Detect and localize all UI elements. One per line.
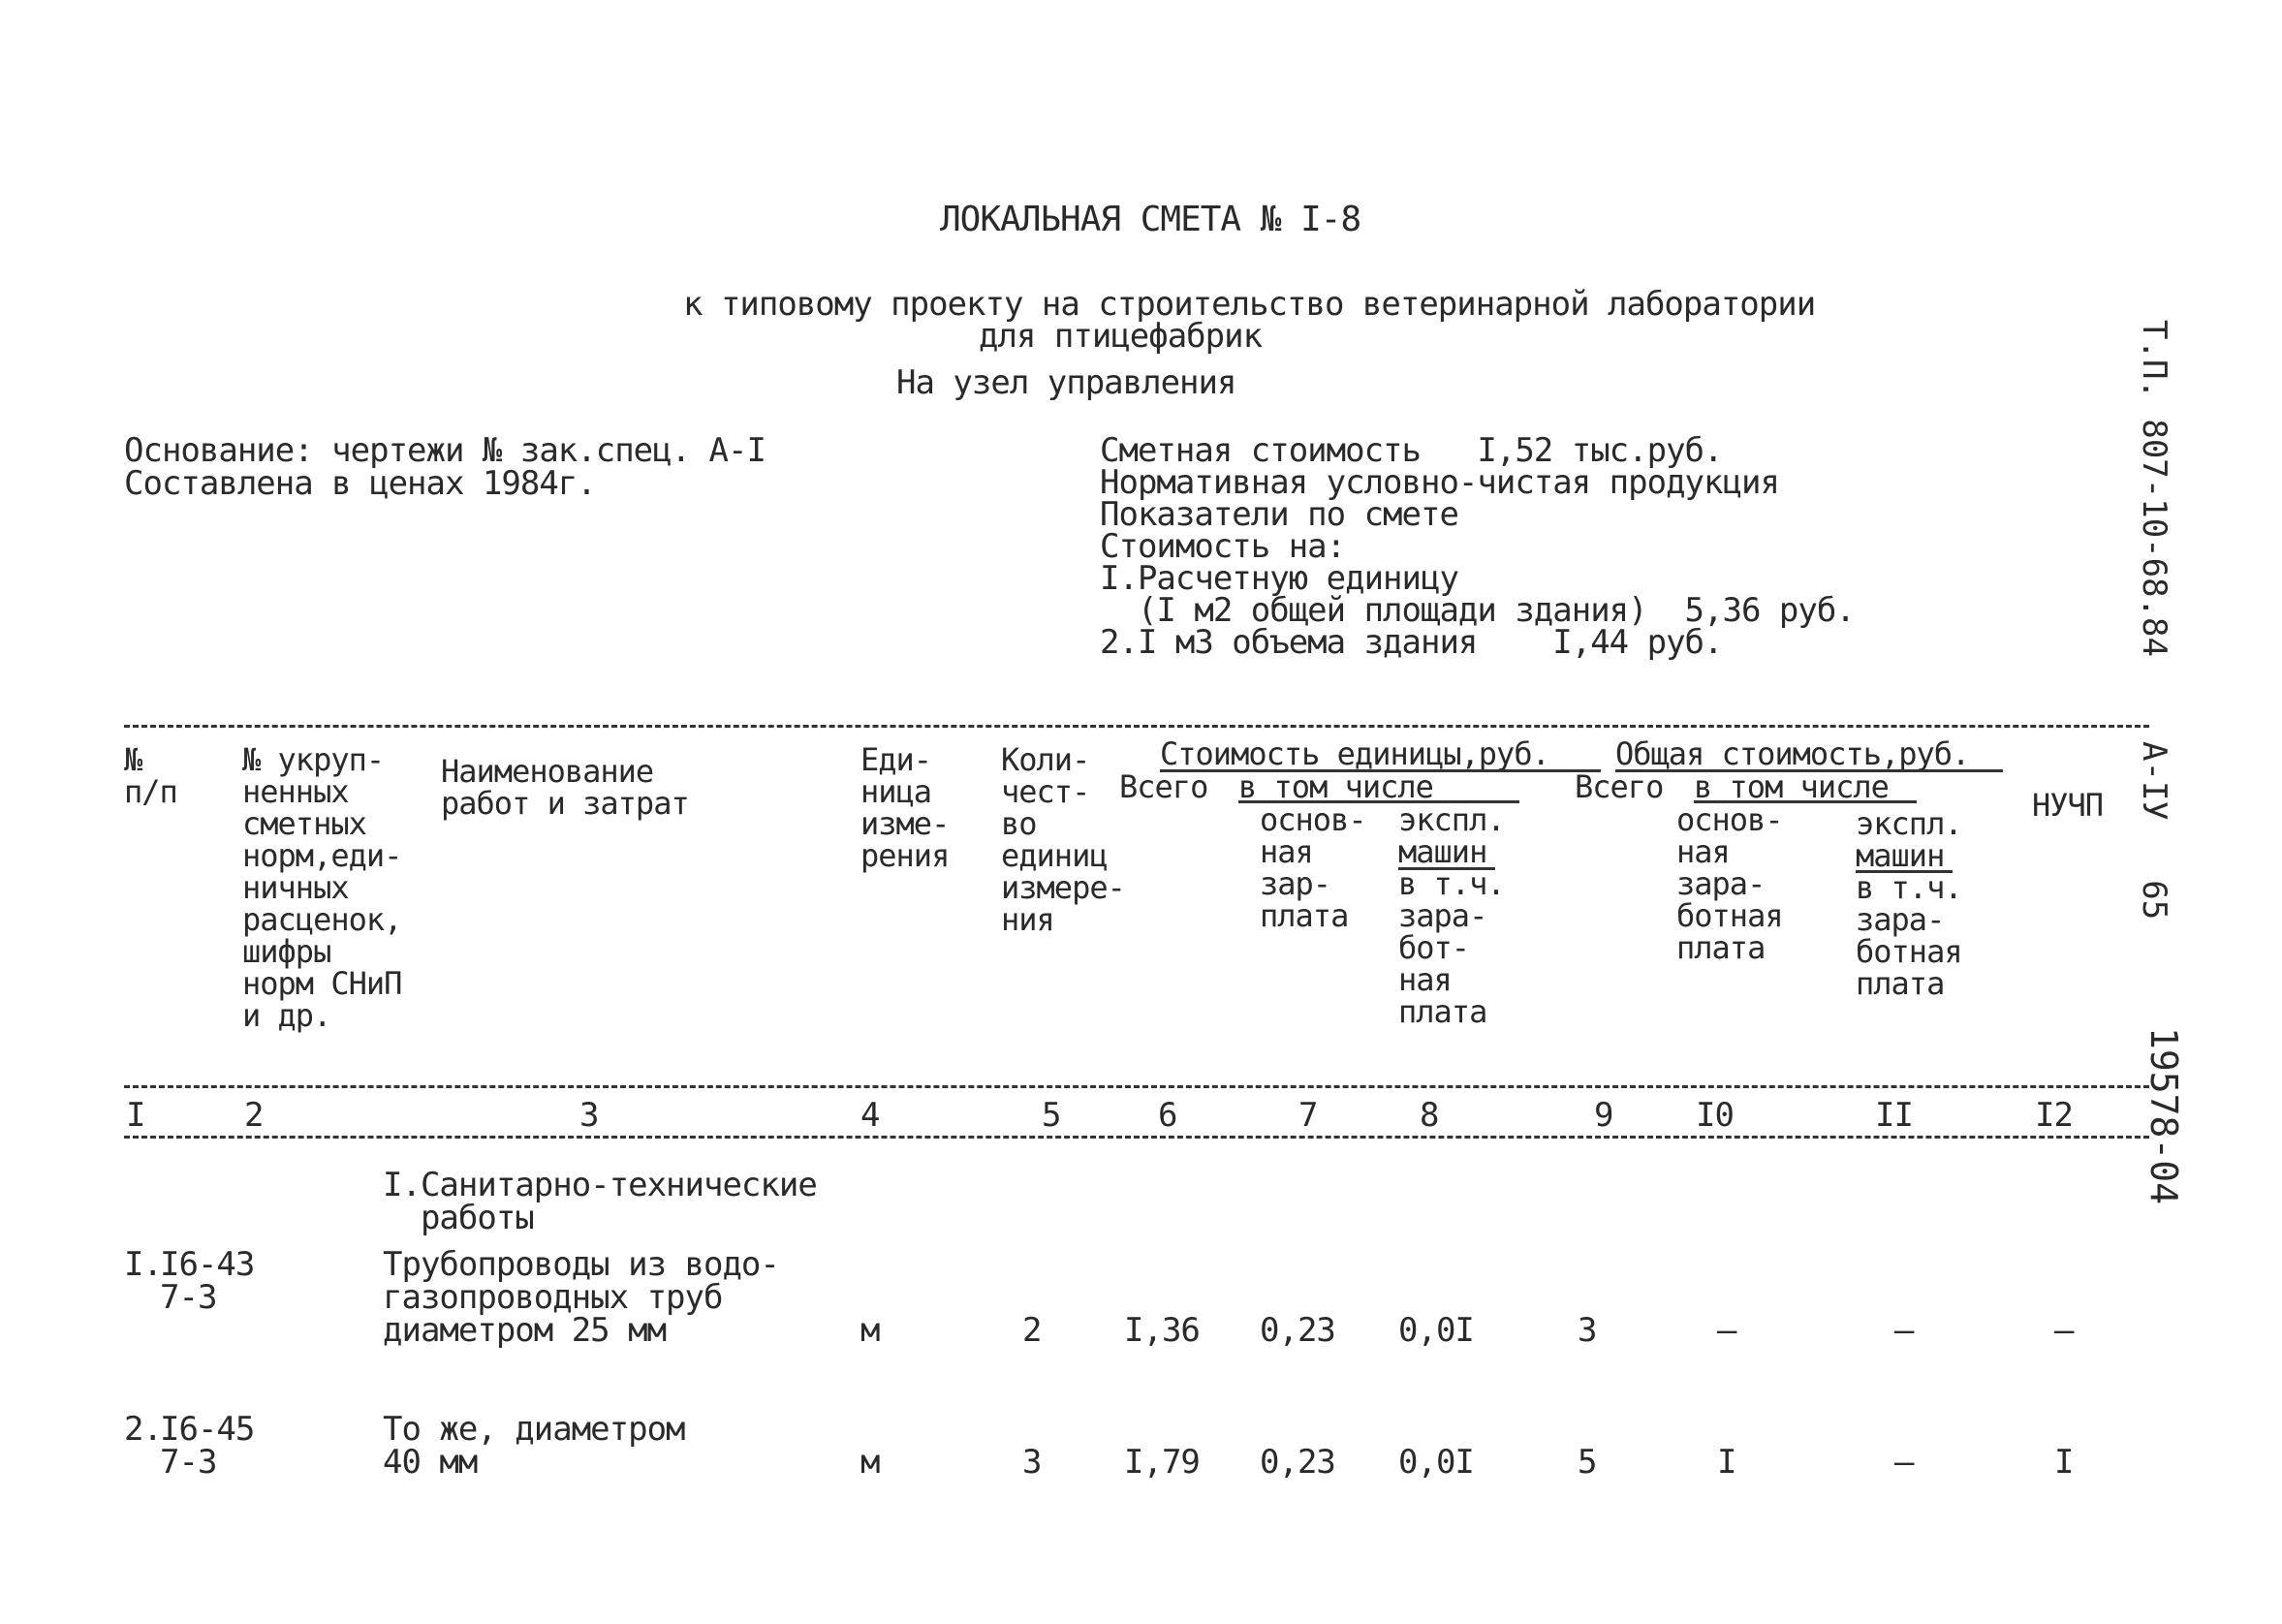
basis-line1: Основание: чертежи № зак.спец. А-I xyxy=(124,431,766,470)
table-row-code: I6-45 7-3 xyxy=(160,1410,255,1482)
header-unit-total: Всего xyxy=(1119,768,1208,805)
table-row-number: 2. xyxy=(124,1410,162,1449)
header-total-wage: основ- ная зара- ботная плата xyxy=(1676,801,1783,966)
header-unit: Еди- ница изме- рения xyxy=(860,741,950,874)
table-row-total-wage: I xyxy=(1717,1443,1736,1482)
table-row-quantity: 2 xyxy=(1022,1311,1042,1350)
table-row-total-machines: – xyxy=(1894,1311,1914,1350)
table-row-unit-wage: 0,23 xyxy=(1260,1443,1335,1482)
side-label-sheet: А-IУ 65 xyxy=(2135,741,2173,921)
table-row-total: 3 xyxy=(1578,1311,1597,1350)
table-row-unit-wage: 0,23 xyxy=(1260,1311,1335,1350)
column-number: 6 xyxy=(1158,1096,1177,1135)
header-unit-including: в том числе xyxy=(1238,768,1433,805)
table-row-unit-total: I,36 xyxy=(1124,1311,1200,1350)
column-number: 2 xyxy=(244,1096,264,1135)
header-unit-wage: основ- ная зар- плата xyxy=(1260,801,1366,934)
table-row-nuchp: I xyxy=(2054,1443,2074,1482)
table-row-name: То же, диаметром 40 мм xyxy=(383,1410,685,1482)
table-row-unit-total: I,79 xyxy=(1124,1443,1200,1482)
column-number: 3 xyxy=(579,1096,599,1135)
column-numbers-bottom-rule xyxy=(124,1136,2149,1139)
column-number: I0 xyxy=(1696,1096,1734,1135)
column-number: 4 xyxy=(860,1096,880,1135)
project-subtitle-line2: для птицефабрик xyxy=(979,317,1263,356)
summary-line2: Нормативная условно-чистая продукция xyxy=(1100,463,1779,502)
table-top-rule xyxy=(124,725,2149,728)
side-label-project: Т.П. 807-10-68.84 xyxy=(2135,320,2173,657)
header-unit-machines: экспл. машин в т.ч. зара- бот- ная плата xyxy=(1398,801,1505,1030)
section-title: I.Санитарно-технические работы xyxy=(383,1166,817,1237)
table-row-total-wage: – xyxy=(1717,1311,1736,1350)
header-unit-cost-group: Стоимость единицы,руб. xyxy=(1160,735,1549,772)
column-numbers-top-rule xyxy=(124,1085,2149,1088)
summary-line5: I.Расчетную единицу xyxy=(1100,559,1458,598)
column-number: I2 xyxy=(2035,1096,2073,1135)
table-row-unit: м xyxy=(860,1311,880,1350)
basis-line2: Составлена в ценах 1984г. xyxy=(124,464,596,503)
header-total-machines: экспл. машин в т.ч. зара- ботная плата xyxy=(1856,805,1962,1002)
header-row-number: № п/п xyxy=(124,741,177,810)
header-work-name: Наименование работ и затрат xyxy=(441,753,689,822)
table-row-number: I. xyxy=(124,1245,162,1284)
table-row-unit-machines: 0,0I xyxy=(1398,1443,1474,1482)
table-row-quantity: 3 xyxy=(1022,1443,1042,1482)
summary-line6: (I м2 общей площади здания) 5,36 руб. xyxy=(1100,591,1855,630)
project-subtitle-line1: к типовому проекту на строительство ветеринарной лаборатории xyxy=(683,285,1816,324)
header-norm-code: № укруп- ненных сметных норм,еди- ничных расценок, шифры норм СНиП и др. xyxy=(242,741,402,1034)
table-row-nuchp: – xyxy=(2054,1311,2074,1350)
table-row-total: 5 xyxy=(1578,1443,1597,1482)
header-total-total: Всего xyxy=(1575,768,1664,805)
header-quantity: Коли- чест- во единиц измере- ния xyxy=(1001,741,1125,938)
table-row-unit: м xyxy=(860,1443,880,1482)
unit-machines-underline xyxy=(1398,867,1495,870)
header-total-cost-group: Общая стоимость,руб. xyxy=(1615,735,1970,772)
table-row-name: Трубопроводы из водо- газопроводных труб диаметром 25 мм xyxy=(383,1245,779,1350)
summary-line7: 2.I м3 объема здания I,44 руб. xyxy=(1100,623,1723,662)
column-number: II xyxy=(1875,1096,1913,1135)
column-number: 9 xyxy=(1594,1096,1613,1135)
table-row-total-machines: – xyxy=(1894,1443,1914,1482)
total-machines-underline xyxy=(1856,870,1953,873)
summary-line3: Показатели по смете xyxy=(1100,495,1458,534)
column-number: 8 xyxy=(1420,1096,1439,1135)
summary-line1: Сметная стоимость I,52 тыс.руб. xyxy=(1100,431,1723,470)
side-label-code: 19578-04 xyxy=(2142,1027,2185,1205)
column-number: I xyxy=(126,1096,145,1135)
column-number: 7 xyxy=(1298,1096,1318,1135)
header-total-including: в том числе xyxy=(1694,768,1889,805)
estimate-object: На узел управления xyxy=(896,363,1236,402)
header-nuchp: НУЧП xyxy=(2032,787,2104,824)
summary-line4: Стоимость на: xyxy=(1100,527,1346,566)
estimate-title: ЛОКАЛЬНАЯ СМЕТА № I-8 xyxy=(940,200,1361,239)
table-row-unit-machines: 0,0I xyxy=(1398,1311,1474,1350)
table-row-code: I6-43 7-3 xyxy=(160,1245,255,1317)
column-number: 5 xyxy=(1042,1096,1061,1135)
